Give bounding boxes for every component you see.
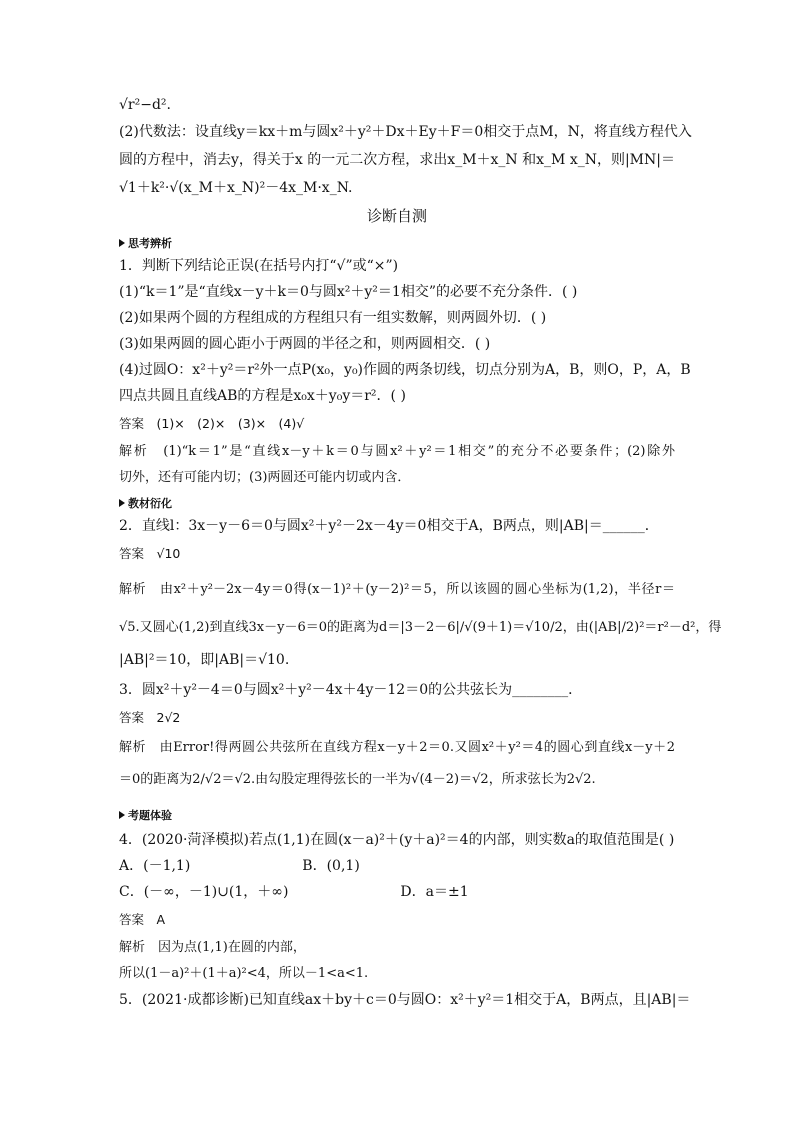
line-32: 5．(2021·成都诊断)已知直线ax＋by＋c＝0与圆O：x²＋y²＝1相交于A，B两点，且|AB|＝ (119, 992, 691, 1008)
triangle-bullet-icon (119, 239, 125, 247)
answer-1: 答案 (1)× (2)× (3)× (4)√ (119, 416, 305, 431)
line-10: (4)过圆O：x²＋y²＝r²外一点P(x₀，y₀)作圆的两条切线，切点分别为A，B，则O，P，A，B (119, 362, 691, 378)
answer-3: 答案 2√2 (119, 710, 181, 725)
line-3: √1＋k²·√(x_M＋x_N)²－4x_M·x_N. (119, 180, 353, 196)
line-30: 解析 因为点(1,1)在圆的内部， (119, 940, 306, 955)
section-title: 诊断自测 (366, 207, 427, 225)
section-heading-textbook (119, 494, 675, 514)
triangle-bullet-icon (119, 811, 125, 819)
options-ab: A．(－1,1) B．(0,1) (119, 858, 360, 874)
line-2: 圆的方程中，消去y，得关于x 的一元二次方程，求出x_M＋x_N 和x_M x_N，则|MN|＝ (119, 152, 675, 168)
section-heading-label: 考题体验 (128, 809, 172, 822)
line-21: 3．圆x²＋y²－4＝0与圆x²＋y²－4x＋4y－12＝0的公共弦长为________． (119, 682, 583, 698)
line-13: 解析 (1)“k＝1”是“直线x－y＋k＝0与圆x²＋y²＝1相交”的充分不必要条件；(2)除外 (119, 444, 675, 459)
section-heading-exam (119, 806, 675, 826)
line-23: 解析 由Error!得两圆公共弦所在直线方程x－y＋2＝0.又圆x²＋y²＝4的圆心到直线x－y＋2 (119, 740, 675, 755)
line-16: 2．直线l：3x－y－6＝0与圆x²＋y²－2x－4y＝0相交于A，B两点，则|AB|＝______． (119, 518, 659, 534)
line-24: ＝0的距离为2/√2＝√2.由勾股定理得弦长的一半为√(4－2)＝√2，所求弦长为2√2. (119, 772, 596, 787)
line-14: 切外，还有可能内切；(3)两圆还可能内切或内含． (119, 470, 411, 485)
section-heading-label: 思考辨析 (128, 237, 172, 250)
section-heading-label: 教材衍化 (128, 497, 172, 510)
line-31: 所以(1－a)²＋(1＋a)²<4，所以－1<a<1. (119, 966, 369, 981)
line-7: (1)“k＝1”是“直线x－y＋k＝0与圆x²＋y²＝1相交”的必要不充分条件．( ) (119, 284, 578, 300)
line-11: 四点共圆且直线AB的方程是x₀x＋y₀y＝r²．( ) (119, 388, 406, 404)
line-6: 1．判断下列结论正误(在括号内打“√”或“×”) (119, 258, 399, 274)
triangle-bullet-icon (119, 499, 125, 507)
section-heading-thinking (119, 234, 675, 254)
answer-2: 答案 √10 (119, 546, 181, 561)
line-26: 4．(2020·菏泽模拟)若点(1,1)在圆(x－a)²＋(y＋a)²＝4的内部，则实数a的取值范围是( ) (119, 832, 675, 848)
line-8: (2)如果两个圆的方程组成的方程组只有一组实数解，则两圆外切．( ) (119, 310, 547, 326)
options-cd: C．(－∞，－1)∪(1，＋∞) D．a＝±1 (119, 884, 469, 900)
line-20: |AB|²＝10，即|AB|＝√10. (119, 652, 290, 668)
line-1: (2)代数法：设直线y＝kx＋m与圆x²＋y²＋Dx＋Ey＋F＝0相交于点M，N，将直线方程代入 (119, 124, 692, 140)
line-9: (3)如果两圆的圆心距小于两圆的半径之和，则两圆相交．( ) (119, 336, 491, 352)
line-18: 解析 由x²＋y²－2x－4y＝0得(x－1)²＋(y－2)²＝5，所以该圆的圆心坐标为(1,2)，半径r＝ (119, 582, 675, 597)
answer-4: 答案 A (119, 912, 166, 927)
line-0: √r²−d². (119, 97, 171, 113)
line-19: √5.又圆心(1,2)到直线3x－y－6＝0的距离为d＝|3－2－6|/√(9＋1)＝√10/2，由(|AB|/2)²＝r²－d²，得 (119, 620, 722, 635)
